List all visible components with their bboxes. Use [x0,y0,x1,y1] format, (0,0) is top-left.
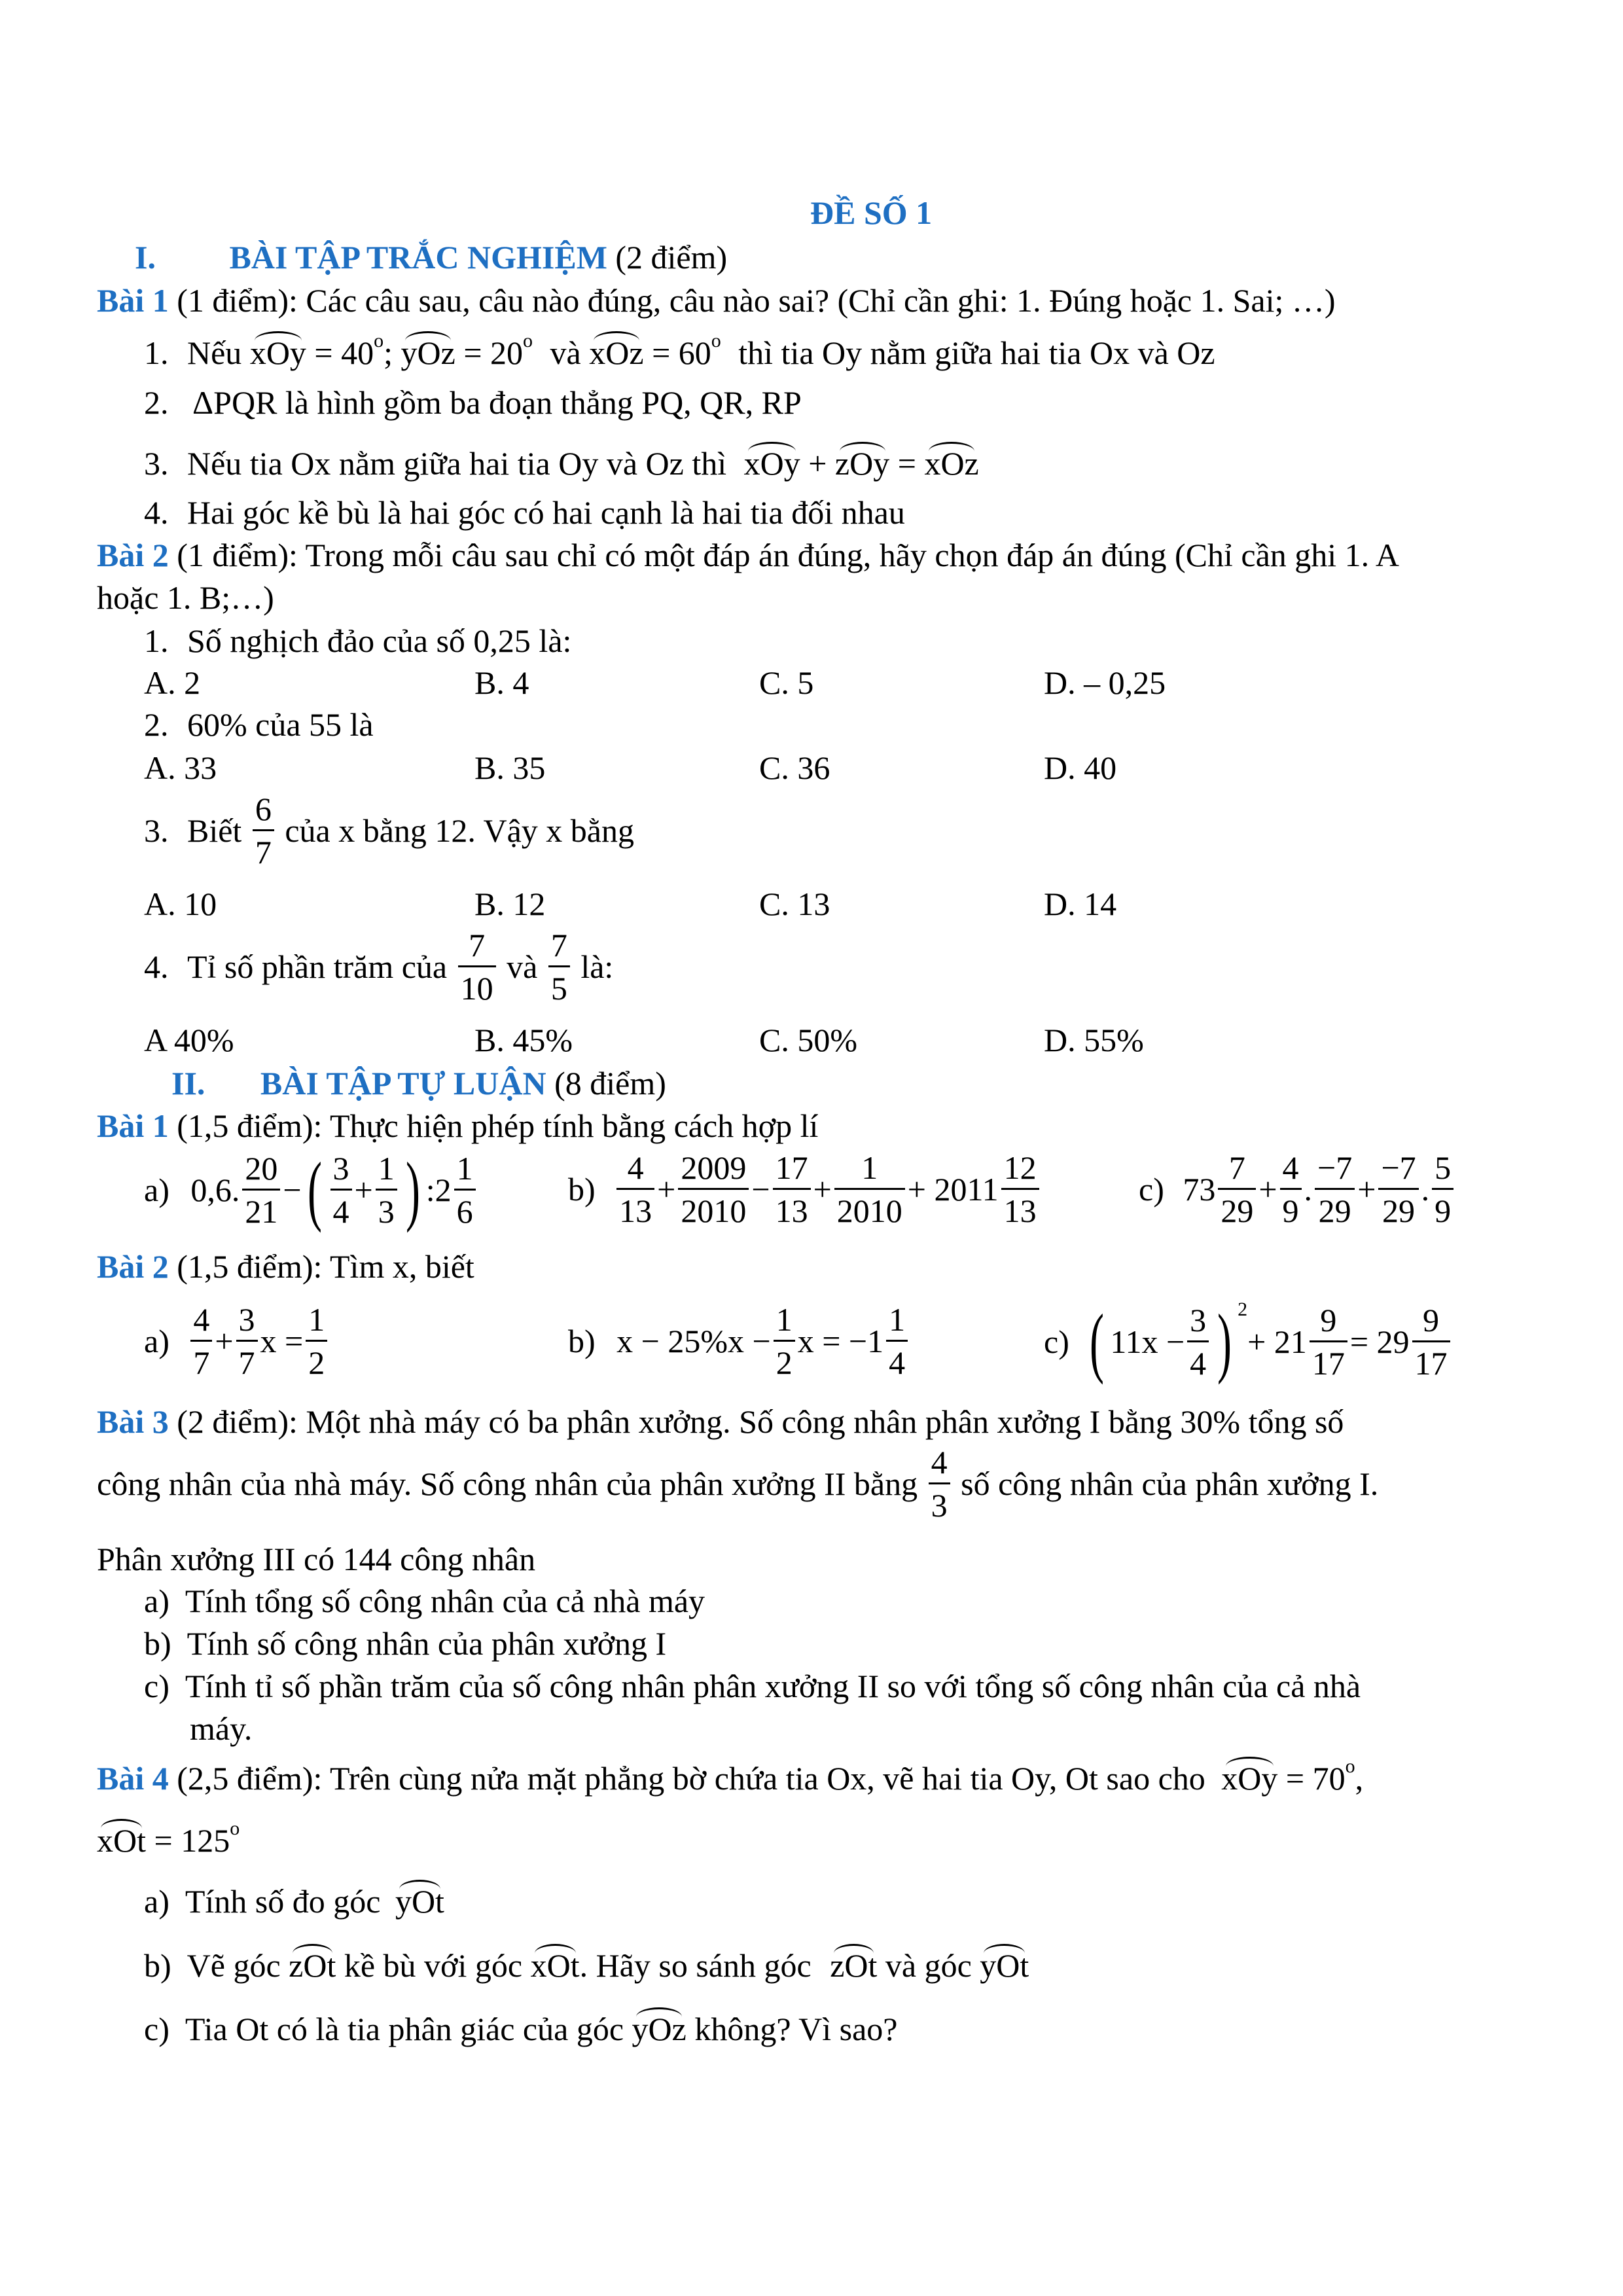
fraction-7-10 [458,928,496,1005]
angle-zOy: zOy [834,445,890,482]
numerator: 1 [834,1151,905,1190]
part2-points: (8 điểm) [554,1065,666,1102]
option-c: C. 36 [759,749,830,786]
numerator: 1 [774,1302,795,1342]
denominator: 5 [550,969,567,1007]
tl3-item-b [144,1627,666,1660]
fraction [774,1302,795,1380]
q-text: ΔPQR là hình gồm ba đoạn thẳng PQ, QR, RP [192,384,802,421]
numerator: 6 [253,792,274,831]
angle-xOy: xOy [743,445,800,482]
angle-yOt: yOt [980,1947,1029,1984]
part1-title: BÀI TẬP TRẮC NGHIỆM [229,239,607,276]
denominator: 17 [1414,1344,1448,1382]
tl3-line2 [97,1445,1378,1522]
option-b: B. 35 [474,749,546,786]
operator: + [354,1172,373,1208]
q-number: 2. [144,706,169,743]
denominator: 17 [1311,1344,1345,1382]
q-text: là: [580,948,614,985]
option-a: A. 10 [144,886,217,922]
q-number: 1. [144,334,169,371]
term: 73 [1183,1171,1216,1208]
option-b: B. 45% [474,1022,573,1058]
q-number: 4. [144,494,169,531]
term: + 21 [1247,1323,1307,1360]
term: 11x − [1110,1323,1185,1360]
option-c: C. 50% [759,1022,857,1058]
item-text: không? Vì sao? [694,2011,898,2047]
comma: , [1355,1760,1364,1797]
option-d: D. 14 [1044,886,1117,922]
bai1-q4 [144,496,905,529]
angle-xOy: xOy [1221,1760,1278,1797]
denominator: 3 [931,1486,948,1524]
tl2-text: (1,5 điểm): Tìm x, biết [168,1248,474,1285]
denominator: 6 [456,1193,473,1230]
tl2-eq-b [568,1302,910,1380]
label-c: c) [1044,1323,1069,1360]
denominator: 13 [775,1192,808,1229]
fraction [1218,1151,1256,1228]
left-paren: ( [307,1146,322,1233]
q-text: thì tia Oy nằm giữa hai tia Ox và Oz [738,334,1215,371]
term: 0,6. [190,1172,240,1208]
numerator: 3 [1187,1303,1209,1342]
tl4-item-a [144,1885,444,1918]
fraction [1310,1303,1347,1380]
fraction [236,1302,258,1380]
numerator: 9 [1310,1303,1347,1342]
tl3-item-c-cont: máy. [190,1710,253,1747]
angle-xOz: xOz [589,334,644,371]
tl4-line2 [97,1818,240,1859]
degree-sign: o [711,330,721,351]
q-text: Hai góc kề bù là hai góc có hai cạnh là hai tia đối nhau [187,494,905,531]
fraction [242,1151,280,1229]
denominator: 13 [1003,1192,1037,1229]
numerator: 1 [306,1302,327,1342]
tl4-text: (2,5 điểm): Trên cùng nửa mặt phẳng bờ chứa tia Ox, vẽ hai tia Oy, Ot sao cho [168,1760,1205,1797]
fraction [886,1302,908,1380]
fraction [1001,1151,1039,1228]
q-text: 60% của 55 là [187,706,374,743]
item-text: . Hãy so sánh góc [579,1947,812,1984]
part2-number: II. [171,1065,205,1102]
tl1-heading [97,1109,818,1142]
q-text: Nếu [187,334,242,371]
numerator: 7 [1218,1151,1256,1190]
q-number: 3. [144,445,169,482]
angle-value: = 60 [643,334,711,371]
tl1-expr-c [1139,1151,1456,1228]
option-a: A. 2 [144,664,201,701]
denominator: 4 [1190,1344,1207,1382]
tl1-expr-a [144,1146,478,1233]
label-b: b) [568,1171,596,1208]
fraction [1378,1151,1418,1228]
bai2-label: Bài 2 [97,537,169,573]
label-b: b) [144,1947,171,1984]
right-paren: ) [1217,1298,1232,1385]
left-paren: ( [1090,1298,1105,1385]
fraction-7-5 [548,928,570,1005]
bai1-q2 [144,386,802,419]
term: x = [260,1323,304,1359]
plus-sign: + [800,445,835,482]
tl2-eq-a [144,1302,330,1380]
numerator: 3 [236,1302,258,1342]
operator: + [1357,1171,1376,1208]
item-text: và góc [885,1947,972,1984]
item-text: Tính số công nhân của phân xưởng I [187,1625,667,1662]
label-c: c) [144,1668,169,1704]
label-a: a) [144,1883,169,1920]
label-b: b) [568,1323,596,1359]
tl3-text: (2 điểm): Một nhà máy có ba phân xưởng. Số công nhân phân xưởng I bằng 30% tổng số [168,1403,1344,1440]
degree-sign: o [374,330,384,351]
tl3-line3: Phân xưởng III có 144 công nhân [97,1541,536,1577]
bai2-text-line2: hoặc 1. B;…) [97,579,274,616]
q-number: 3. [144,812,169,849]
numerator: 17 [773,1151,811,1190]
angle-yOz: yOz [401,334,455,371]
tl4-item-c [144,2013,897,2045]
fraction [1315,1151,1355,1228]
q-text: Nếu tia Ox nằm giữa hai tia Oy và Oz thì [187,445,727,482]
numerator: 12 [1001,1151,1039,1190]
angle-xOt: xOt [97,1822,146,1859]
denominator: 4 [889,1344,906,1381]
numerator: 1 [454,1151,476,1191]
label-a: a) [144,1323,169,1359]
angle-zOt: zOt [830,1947,878,1984]
angle-value: = 20 [455,334,524,371]
separator: ; [383,334,393,371]
bai1-q1 [144,330,1215,371]
operator: − [283,1172,302,1208]
numerator: −7 [1315,1151,1355,1190]
operator: − [751,1171,770,1208]
page-title: ĐỀ SỐ 1 [810,194,933,231]
exponent: 2 [1238,1299,1248,1320]
tl2-eq-c [1044,1298,1453,1385]
tl3-heading [97,1405,1344,1438]
fraction [454,1151,476,1229]
degree-sign: o [230,1818,240,1839]
label-c: c) [144,2011,169,2047]
tl4-heading [97,1755,1364,1797]
numerator: 20 [242,1151,280,1191]
q-text: Biết [187,812,242,849]
bai2-q2 [144,708,374,741]
label-b: b) [144,1625,171,1662]
term: x = −1 [797,1323,884,1359]
numerator: 7 [458,928,496,967]
part2-title: BÀI TẬP TỰ LUẬN [260,1065,546,1102]
angle-xOz: xOz [924,445,979,482]
equals-sign: = [889,445,925,482]
fraction [1432,1151,1454,1228]
numerator: 4 [1280,1151,1302,1190]
q-text: và [507,948,538,985]
part1-points: (2 điểm) [615,239,728,276]
denominator: 2010 [836,1192,902,1229]
angle-value: = 125 [146,1822,230,1859]
degree-sign: o [523,330,533,351]
tl1-text: (1,5 điểm): Thực hiện phép tính bằng cách hợp lí [168,1107,819,1144]
q-text: Tỉ số phần trăm của [187,948,448,985]
numerator: 4 [190,1302,212,1342]
angle-xOy: xOy [249,334,306,371]
angle-value: = 40 [306,334,374,371]
tl2-label: Bài 2 [97,1248,169,1285]
tl3-item-a [144,1585,705,1617]
option-d: D. – 0,25 [1044,664,1166,701]
denominator: 21 [245,1193,278,1230]
right-paren: ) [405,1146,420,1233]
numerator: 1 [886,1302,908,1342]
numerator: 5 [1432,1151,1454,1190]
fraction [1280,1151,1302,1228]
fraction [616,1151,654,1228]
operator: . [1304,1171,1313,1208]
denominator: 7 [238,1344,255,1381]
degree-sign: o [1345,1755,1355,1777]
denominator: 2 [308,1344,325,1381]
denominator: 9 [1282,1192,1299,1229]
option-a: A. 33 [144,749,217,786]
numerator: 3 [330,1151,352,1191]
numerator: 9 [1412,1303,1450,1342]
fraction [376,1151,397,1229]
option-b: B. 4 [474,664,529,701]
label-a: a) [144,1583,169,1619]
item-text: Tính tổng số công nhân của cả nhà máy [185,1583,705,1619]
denominator: 29 [1382,1192,1416,1229]
angle-yOz: yOz [632,2011,687,2047]
denominator: 3 [378,1193,395,1230]
tl4-item-b [144,1949,1029,1982]
option-d: D. 40 [1044,749,1117,786]
fraction [678,1151,749,1228]
denominator: 2010 [681,1192,747,1229]
fraction [773,1151,811,1228]
option-c: C. 13 [759,886,830,922]
bai1-text: (1 điểm): Các câu sau, câu nào đúng, câu nào sai? (Chỉ cần ghi: 1. Đúng hoặc 1. Sai; …) [168,282,1336,319]
tl1-expr-b [568,1151,1042,1228]
q-text: của x bằng 12. Vậy x bằng [285,812,634,849]
denominator: 29 [1318,1192,1351,1229]
tl3-label: Bài 3 [97,1403,169,1440]
fraction [330,1151,352,1229]
denominator: 7 [255,833,272,870]
denominator: 13 [619,1192,652,1229]
item-text: kề bù với góc [344,1947,523,1984]
tl1-label: Bài 1 [97,1107,169,1144]
fraction [1187,1303,1209,1380]
angle-zOt: zOt [289,1947,336,1984]
bai1-q3 [144,447,979,480]
operator: + [215,1323,234,1359]
tl3-text: công nhân của nhà máy. Số công nhân của phân xưởng II bằng [97,1465,918,1502]
tl4-label: Bài 4 [97,1760,169,1797]
tl3-item-c [144,1670,1361,1702]
numerator: 4 [929,1445,950,1484]
part1-heading [135,241,727,274]
item-text: Tính số đo góc [185,1883,381,1920]
bai2-text: (1 điểm): Trong mỗi câu sau chỉ có một đáp án đúng, hãy chọn đáp án đúng (Chỉ cần ghi 1. A [168,537,1399,573]
item-text: Tia Ot có là tia phân giác của góc [185,2011,624,2047]
q-text: và [550,334,581,371]
item-text: Vẽ góc [187,1947,281,1984]
term: :2 [425,1172,452,1208]
denominator: 29 [1221,1192,1254,1229]
numerator: 7 [548,928,570,967]
q-number: 2. [144,384,169,421]
denominator: 7 [193,1344,210,1381]
denominator: 2 [776,1344,793,1381]
bai2-q4 [144,928,613,1005]
item-text: Tính tỉ số phần trăm của số công nhân phân xưởng II so với tổng số công nhân của cả nhà [185,1668,1361,1704]
part1-number: I. [135,239,156,276]
operator: . [1421,1171,1430,1208]
option-a: A 40% [144,1022,234,1058]
bai2-heading [97,539,1399,571]
q-number: 4. [144,948,169,985]
angle-yOt: yOt [395,1883,444,1920]
angle-value: = 70 [1277,1760,1346,1797]
denominator: 10 [460,969,493,1007]
q-number: 1. [144,622,169,659]
bai1-heading [97,284,1336,317]
numerator: 4 [616,1151,654,1190]
denominator: 4 [332,1193,349,1230]
term: x − 25%x − [616,1323,771,1359]
fraction [190,1302,212,1380]
option-b: B. 12 [474,886,546,922]
bai2-q1 [144,624,571,657]
denominator: 9 [1435,1192,1452,1229]
bai2-q3 [144,792,634,869]
operator: + [657,1171,676,1208]
fraction-6-7 [253,792,274,869]
term: = 29 [1349,1323,1410,1360]
bai1-label: Bài 1 [97,282,169,319]
option-d: D. 55% [1044,1022,1144,1058]
operator: + [813,1171,832,1208]
numerator: 2009 [678,1151,749,1190]
q-text: Số nghịch đảo của số 0,25 là: [187,622,572,659]
tl3-text: số công nhân của phân xưởng I. [961,1465,1379,1502]
numerator: 1 [376,1151,397,1191]
label-a: a) [144,1172,169,1208]
tl2-heading [97,1250,474,1283]
fraction [306,1302,327,1380]
label-c: c) [1139,1171,1164,1208]
fraction-4-3 [929,1445,950,1522]
operator: + [1258,1171,1277,1208]
numerator: −7 [1378,1151,1418,1190]
term: + 2011 [907,1171,999,1208]
fraction [834,1151,905,1228]
fraction [1412,1303,1450,1380]
option-c: C. 5 [759,664,814,701]
angle-xOt: xOt [530,1947,580,1984]
part2-heading [171,1067,666,1100]
